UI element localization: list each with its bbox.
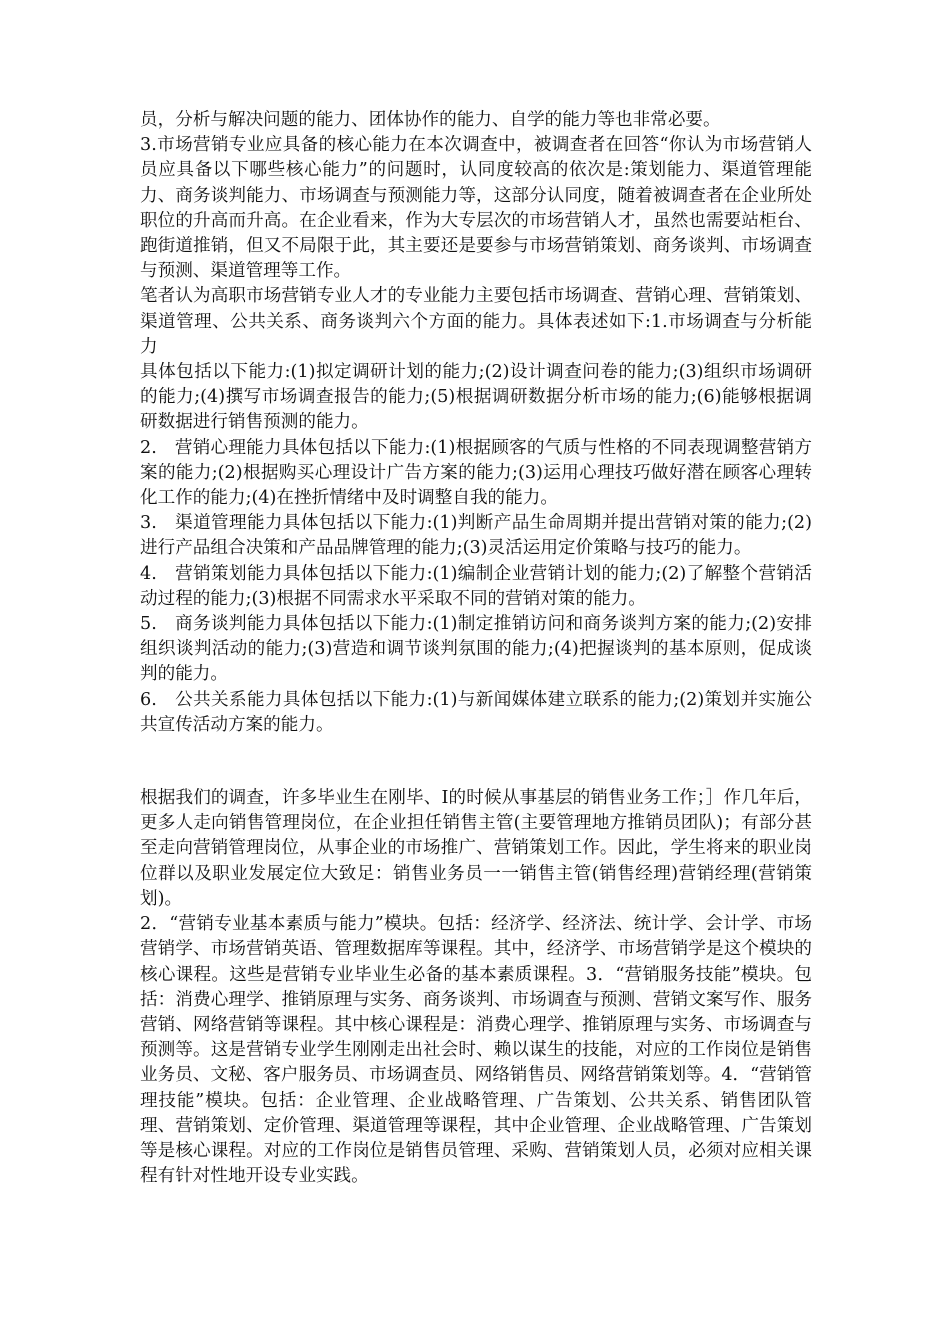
paragraph-business-negotiation: 5. 商务谈判能力具体包括以下能力:(1)制定推销访问和商务谈判方案的能力;(2)安排组织谈判活动的能力;(3)营造和调节谈判氛围的能力;(4)把握谈判的基本原则，促成谈判的能力。	[140, 614, 812, 685]
paragraph-author-view: 笔者认为高职市场营销专业人才的专业能力主要包括市场调查、营销心理、营销策划、渠道管理、公共关系、商务谈判六个方面的能力。具体表述如下:1.市场调查与分析能力	[140, 286, 812, 357]
paragraph-channel-management: 3. 渠道管理能力具体包括以下能力:(1)判断产品生命周期并提出营销对策的能力;(2)进行产品组合决策和产品品牌管理的能力;(3)灵活运用定价策略与技巧的能力。	[140, 513, 812, 559]
paragraph-public-relations: 6. 公共关系能力具体包括以下能力:(1)与新闻媒体建立联系的能力;(2)策划并实施公共宣传活动方案的能力。	[140, 689, 812, 735]
section-gap	[140, 738, 812, 786]
paragraph-course-modules: 2．“营销专业基本素质与能力”模块。包括：经济学、经济法、统计学、会计学、市场营销学、市场营销英语、管理数据库等课程。其中，经济学、市场营销学是这个模块的核心课程。这些是营销专业毕业生必备的基本素质课程。3．“营销服务技能”模块。包括：消费心理学、推销原理与实务、商务谈判、市场调查与预测、营销文案写作、服务营销、网络营销等课程。其中核心课程是：消费心理学、推销原理与实务、市场调查与预测等。这是营销专业学生刚刚走出社会时、赖以谋生的技能，对应的工作岗位是销售业务员、文秘、客户服务员、市场调查员、网络销售员、网络营销策划等。4．“营销管理技能”模块。包括：企业管理、企业战略管理、广告策划、公共关系、销售团队管理、营销策划、定价管理、渠道管理等课程，其中企业管理、企业战略管理、广告策划等是核心课程。对应的工作岗位是销售员管理、采购、营销策划人员，必须对应相关课程有针对性地开设专业实践。	[140, 914, 812, 1187]
paragraph-research-abilities: 具体包括以下能力:(1)拟定调研计划的能力;(2)设计调查问卷的能力;(3)组织市场调研的能力;(4)撰写市场调查报告的能力;(5)根据调研数据分析市场的能力;(6)能够根据调研数据进行销售预测的能力。	[140, 362, 812, 433]
paragraph-marketing-psychology: 2. 营销心理能力具体包括以下能力:(1)根据顾客的气质与性格的不同表现调整营销方案的能力;(2)根据购买心理设计广告方案的能力;(3)运用心理技巧做好潜在顾客心理转化工作的能力;(4)在挫折情绪中及时调整自我的能力。	[140, 437, 812, 509]
paragraph-continued: 员，分析与解决问题的能力、团体协作的能力、自学的能力等也非常必要。	[140, 110, 721, 130]
paragraph-core-abilities: 3.市场营销专业应具备的核心能力在本次调查中，被调查者在回答“你认为市场营销人员应具备以下哪些核心能力”的问题时，认同度较高的依次是:策划能力、渠道管理能力、商务谈判能力、市场调查与预测能力等，这部分认同度，随着被调查者在企业所处职位的升高而升高。在企业看来，作为大专层次的市场营销人才，虽然也需要站柜台、跑街道推销，但又不局限于此，其主要还是要参与市场营销策划、商务谈判、市场调查与预测、渠道管理等工作。	[140, 135, 812, 282]
document-body	[140, 108, 812, 1189]
paragraph-marketing-planning: 4. 营销策划能力具体包括以下能力:(1)编制企业营销计划的能力;(2)了解整个营销活动过程的能力;(3)根据不同需求水平采取不同的营销对策的能力。	[140, 563, 812, 609]
paragraph-career-path: 根据我们的调查，许多毕业生在刚毕、I的时候从事基层的销售业务工作；］作几年后，更多人走向销售管理岗位，在企业担任销售主管(主要管理地方推销员团队)；有部分甚至走向营销管理岗位，从事企业的市场推广、营销策划工作。因此，学生将来的职业岗位群以及职业发展定位大致足：销售业务员一一销售主管(销售经理)营销经理(营销策划)。	[140, 788, 812, 909]
